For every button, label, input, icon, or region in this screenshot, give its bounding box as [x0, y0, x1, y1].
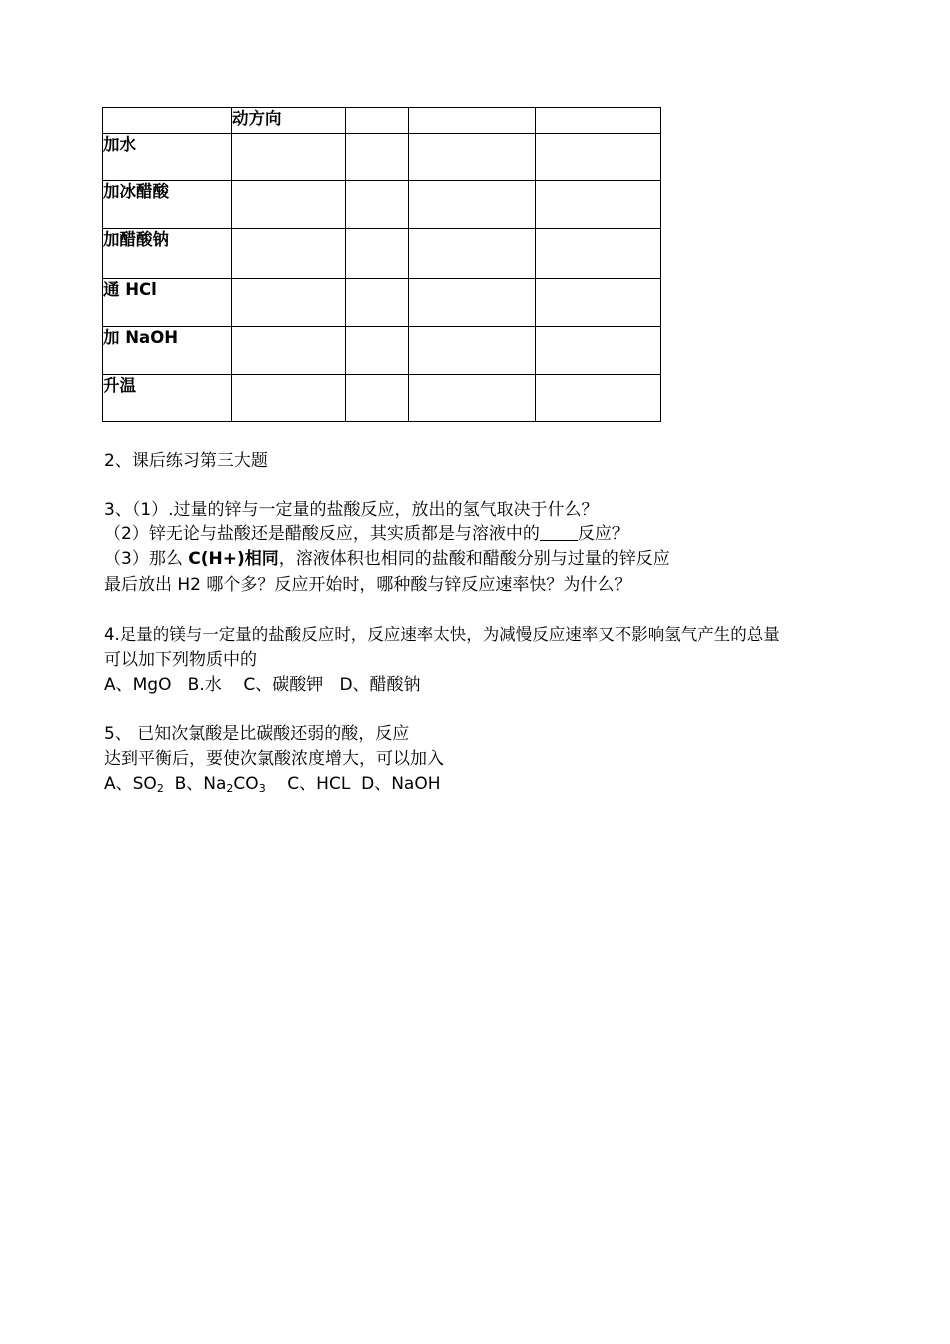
table-cell	[536, 375, 661, 422]
table-cell	[536, 229, 661, 279]
table-cell	[346, 279, 409, 327]
answer-blank[interactable]	[540, 525, 578, 541]
question-3-part-3	[104, 548, 670, 570]
subscript: 3	[258, 782, 266, 795]
table-cell	[536, 279, 661, 327]
table-row	[103, 279, 661, 327]
table-cell	[232, 229, 346, 279]
question-3-part-1: 3、（1）.过量的锌与一定量的盐酸反应，放出的氢气取决于什么？	[104, 500, 599, 520]
table-cell	[232, 134, 346, 181]
table-cell	[536, 181, 661, 229]
table-row	[103, 327, 661, 375]
table-header-cell	[409, 108, 536, 134]
table-row	[103, 134, 661, 181]
question-3-part-3-line-2: 最后放出 H2 哪个多？反应开始时，哪种酸与锌反应速率快？为什么？	[104, 575, 632, 595]
table-cell	[346, 181, 409, 229]
table-cell	[409, 327, 536, 375]
table-header-row	[103, 108, 661, 134]
question-4-line-2: 可以加下列物质中的	[104, 650, 257, 670]
table-cell	[536, 327, 661, 375]
table-cell	[232, 327, 346, 375]
option-c-d: C、HCL D、NaOH	[265, 774, 441, 794]
table-cell	[232, 181, 346, 229]
question-5-line-2: 达到平衡后，要使次氯酸浓度增大，可以加入	[104, 749, 444, 769]
option-b-mid: CO	[233, 774, 259, 794]
question-3-part-2-tail: 反应？	[577, 524, 629, 544]
table-cell	[232, 375, 346, 422]
equilibrium-shift-table	[102, 107, 661, 422]
table-header-cell	[103, 108, 232, 134]
question-5-line-1: 5、 已知次氯酸是比碳酸还弱的酸，反应	[104, 724, 410, 744]
option-b: B、Na	[163, 774, 227, 794]
row-label: 通 HCl	[103, 279, 232, 327]
question-3-part-2-text: （2）锌无论与盐酸还是醋酸反应，其实质都是与溶液中的	[104, 524, 540, 544]
table-cell	[409, 134, 536, 181]
table-header-cell	[536, 108, 661, 134]
question-3-bold-condition: C(H+)相同	[188, 549, 279, 569]
table-header-cell	[346, 108, 409, 134]
table-cell	[346, 134, 409, 181]
question-5-options	[104, 773, 441, 795]
table-cell	[409, 229, 536, 279]
question-3-part-3-tail: ，溶液体积也相同的盐酸和醋酸分别与过量的锌反应	[278, 549, 670, 569]
row-label: 升温	[103, 375, 232, 422]
table-cell	[232, 279, 346, 327]
row-label: 加冰醋酸	[103, 181, 232, 229]
table-cell	[346, 327, 409, 375]
row-label: 加水	[103, 134, 232, 181]
row-label: 加 NaOH	[103, 327, 232, 375]
option-a: A、SO	[104, 774, 157, 794]
question-3-part-2	[104, 523, 629, 545]
row-label: 加醋酸钠	[103, 229, 232, 279]
table-row	[103, 181, 661, 229]
table-header-cell: 动方向	[232, 108, 346, 134]
table-cell	[409, 181, 536, 229]
table-row	[103, 375, 661, 422]
table-cell	[409, 375, 536, 422]
table-row	[103, 229, 661, 279]
table-cell	[536, 134, 661, 181]
table-cell	[346, 375, 409, 422]
question-2: 2、课后练习第三大题	[104, 451, 268, 471]
table-cell	[409, 279, 536, 327]
question-4-line-1: 4.足量的镁与一定量的盐酸反应时，反应速率太快，为减慢反应速率又不影响氢气产生的总量	[104, 625, 780, 644]
question-4-options: A、MgO B.水 C、碳酸钾 D、醋酸钠	[104, 675, 421, 695]
table-cell	[346, 229, 409, 279]
question-3-part-3-lead: （3）那么	[104, 549, 189, 569]
subscript: 2	[156, 782, 164, 795]
subscript: 2	[226, 782, 234, 795]
